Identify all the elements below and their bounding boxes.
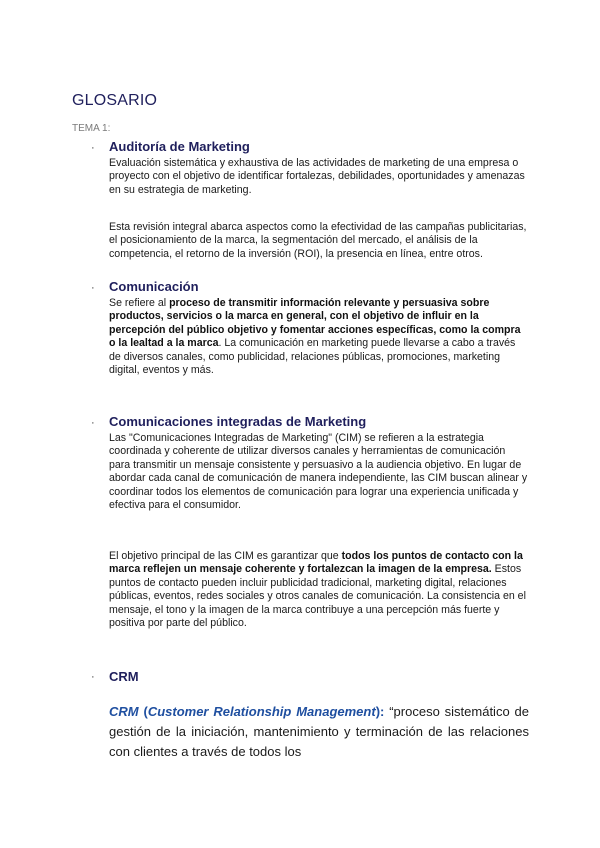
bullet-icon: ·: [91, 671, 95, 683]
text-run: (: [138, 704, 148, 719]
comunicacion-paragraph: [109, 297, 529, 377]
text-run: . La comunicación en marketing puede llevarse a cabo a través de diversos canales, como publicidad, relaciones públicas, promociones, marketing digital, eventos y más.: [109, 337, 516, 377]
text-run: “proceso sistemático de gestión de la iniciación, mantenimiento y terminación de las relaciones con clientes a través de todos los: [109, 704, 529, 759]
bold-text-run: proceso de transmitir información relevante y persuasiva sobre productos, servicios o la marca en general, con el objetivo de influir en la percepción del público objetivo y fomentar acciones específicas, como la compra o la lealtad a la marca: [109, 297, 521, 350]
term-crm: CRM: [109, 669, 139, 684]
text-run: Estos puntos de contacto pueden incluir publicidad tradicional, marketing digital, relaciones públicas, eventos, redes sociales y otros canales de comunicación. La consistencia en el mensaje, el tono y la imagen de la marca contribuye a una percepción más fuerte y positiva por parte del público.: [109, 563, 526, 630]
cim-paragraph-2: [109, 550, 529, 630]
term-auditoria: Auditoría de Marketing: [109, 139, 250, 154]
bullet-icon: ·: [91, 142, 95, 154]
auditoria-paragraph-2: Esta revisión integral abarca aspectos como la efectividad de las campañas publicitarias, el posicionamiento de la marca, la segmentación del mercado, el análisis de la competencia, el retorno de la inversión (ROI), la presencia en línea, entre otros.: [109, 221, 527, 260]
crm-abbreviation: CRM: [109, 704, 139, 719]
bold-text-run: todos los puntos de contacto con la marca reflejen un mensaje coherente y fortalezcan la imagen de la empresa.: [109, 550, 523, 576]
term-cim: Comunicaciones integradas de Marketing: [109, 414, 367, 429]
crm-paragraph: [109, 702, 529, 762]
bullet-icon: ·: [91, 282, 95, 294]
text-run: ):: [375, 704, 385, 719]
auditoria-paragraph-1: Evaluación sistemática y exhaustiva de las actividades de marketing de una empresa o proyecto con el objetivo de identificar fortalezas, debilidades, oportunidades y amenazas en su estrategia de marketing.: [109, 157, 525, 196]
text-run: El objetivo principal de las CIM es garantizar que: [109, 550, 342, 562]
section-label: TEMA 1:: [72, 123, 111, 134]
cim-paragraph-1: Las "Comunicaciones Integradas de Marketing" (CIM) se refieren a la estrategia coordinada y coherente de utilizar diversos canales y herramientas de comunicación para transmitir un mensaje consistente y persuasivo a la audiencia objetivo. En lugar de abordar cada canal de comunicación de manera independiente, las CIM buscan alinear y coordinar todos los elementos de comunicación para lograr una experiencia unificada y efectiva para el consumidor.: [109, 432, 528, 512]
document-title: GLOSARIO: [72, 92, 158, 109]
text-run: Se refiere al: [109, 297, 170, 309]
term-comunicacion: Comunicación: [109, 279, 199, 294]
bullet-icon: ·: [91, 417, 95, 429]
crm-full-name: Customer Relationship Management: [147, 704, 376, 719]
